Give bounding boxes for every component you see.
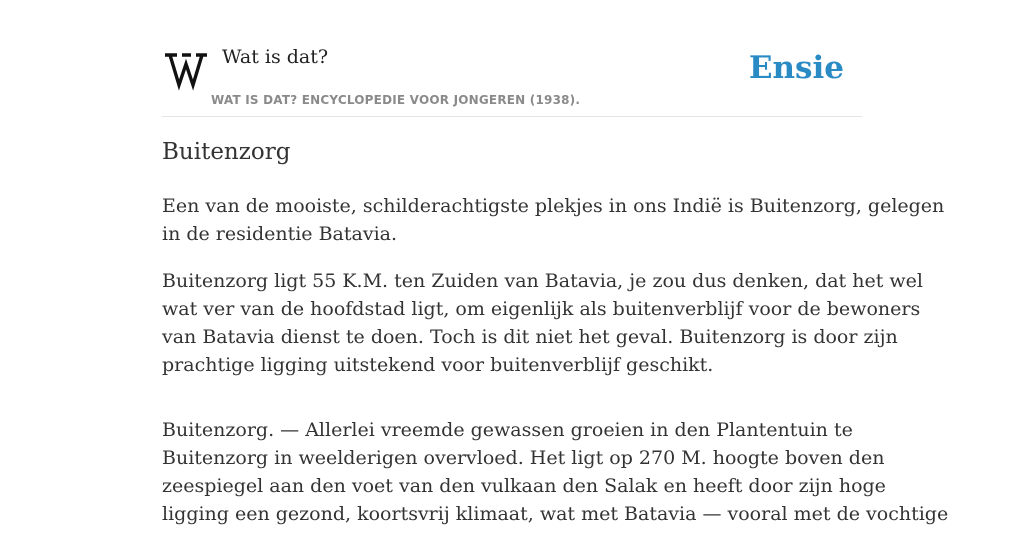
- text-line: zeespiegel aan den voet van den vulkaan den Salak en heeft door zijn hoge: [162, 475, 886, 497]
- site-title[interactable]: Wat is dat?: [222, 46, 329, 68]
- ensie-brand-link[interactable]: Ensie: [748, 50, 844, 86]
- text-line: Buitenzorg in weelderigen overvloed. Het ligt op 270 M. hoogte boven den: [162, 447, 885, 469]
- text-line: Buitenzorg ligt 55 K.M. ten Zuiden van Batavia, je zou dus denken, dat het wel: [162, 270, 923, 292]
- paragraph: [162, 416, 949, 528]
- source-subtitle: WAT IS DAT? ENCYCLOPEDIE VOOR JONGEREN (1938).: [211, 93, 581, 107]
- text-line: in de residentie Batavia.: [162, 223, 398, 245]
- wikipedia-w-logo-icon[interactable]: [164, 50, 208, 90]
- text-line: van Batavia dienst te doen. Toch is dit niet het geval. Buitenzorg is door zijn: [162, 326, 898, 348]
- text-line: wat ver van de hoofdstad ligt, om eigenlijk als buitenverblijf voor de bewoners: [162, 298, 921, 320]
- paragraph: [162, 192, 945, 248]
- text-line: Een van de mooiste, schilderachtigste plekjes in ons Indië is Buitenzorg, gelegen: [162, 195, 945, 217]
- article-body: [162, 192, 949, 547]
- paragraph: [162, 267, 923, 379]
- text-line: Buitenzorg. — Allerlei vreemde gewassen groeien in den Plantentuin te: [162, 419, 853, 441]
- text-line: prachtige ligging uitstekend voor buitenverblijf geschikt.: [162, 354, 714, 376]
- article-title: Buitenzorg: [162, 139, 291, 165]
- text-line: ligging een gezond, koortsvrij klimaat, wat met Batavia — vooral met de vochtige: [162, 503, 949, 525]
- header: [162, 40, 862, 117]
